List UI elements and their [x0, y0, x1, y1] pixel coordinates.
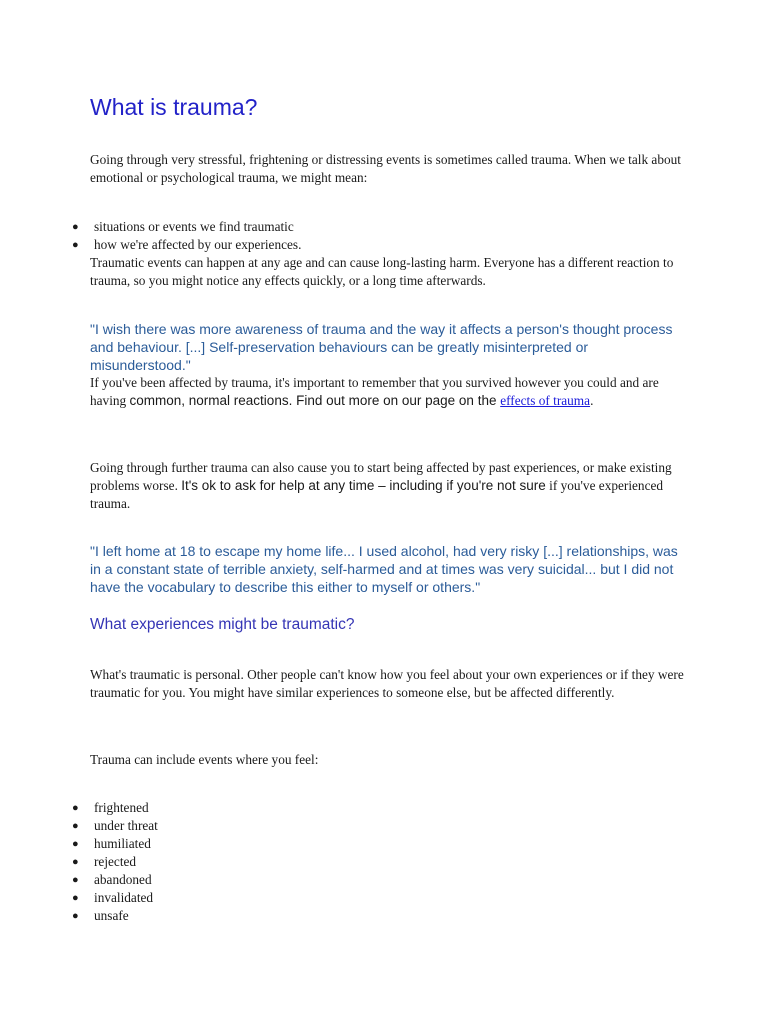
- quote-awareness: "I wish there was more awareness of trauma and the way it affects a person's thought process and behaviour. [...] Self-preservation behaviours can be greatly misinterpreted or misunderstood.": [90, 321, 673, 373]
- list-item-text: situations or events we find traumatic: [94, 219, 294, 234]
- help-sans-text: It's ok to ask for help at any time – including if you're not sure: [181, 478, 546, 493]
- list-item-text: invalidated: [94, 890, 154, 905]
- intro-paragraph: Going through very stressful, frightening or distressing events is sometimes called trauma. When we talk about emotional or psychological trauma, we might mean:: [90, 152, 681, 185]
- bullet-icon: ●: [72, 874, 79, 886]
- survived-text: If you've been affected by trauma, it's important to remember that you survived however you could and are having: [90, 375, 659, 408]
- survived-paragraph: [90, 374, 680, 410]
- bullet-icon: ●: [72, 838, 79, 850]
- section-heading-experiences: What experiences might be traumatic?: [90, 616, 355, 633]
- list-item-text: how we're affected by our experiences.: [94, 237, 302, 252]
- further-text: Going through further trauma can also cause you to start being affected by past experiences, or make existing problems worse.: [90, 460, 672, 493]
- survived-end: .: [590, 393, 594, 408]
- bullet-icon: ●: [72, 820, 79, 832]
- list-item-text: humiliated: [94, 836, 151, 851]
- age-paragraph: Traumatic events can happen at any age and can cause long-lasting harm. Everyone has a different reaction to trauma, so you might notice any effects quickly, or a long time afterwards.: [90, 255, 674, 288]
- survived-sans-text: common, normal reactions. Find out more on our page on the: [129, 393, 501, 408]
- list-item-text: under threat: [94, 818, 158, 833]
- further-end: if you've experienced trauma.: [90, 478, 664, 511]
- bullet-icon: ●: [72, 892, 79, 904]
- quote-left-home: "I left home at 18 to escape my home life... I used alcohol, had very risky [...] relationships, was in a constant state of terrible anxiety, self-harmed and at times was very suicidal... but I did not have the vocabulary to describe this either to myself or others.": [90, 543, 678, 595]
- list-item-text: abandoned: [94, 872, 152, 887]
- list-item-text: frightened: [94, 800, 149, 815]
- list-item-text: unsafe: [94, 908, 129, 923]
- bullet-icon: ●: [72, 910, 79, 922]
- bullet-icon: ●: [72, 239, 79, 251]
- list-item-text: rejected: [94, 854, 137, 869]
- bullet-icon: ●: [72, 221, 79, 233]
- bullet-icon: ●: [72, 802, 79, 814]
- page-title: What is trauma?: [90, 94, 258, 120]
- effects-of-trauma-link[interactable]: effects of trauma: [500, 393, 591, 408]
- personal-paragraph: What's traumatic is personal. Other people can't know how you feel about your own experiences or if they were traumatic for you. You might have similar experiences to someone else, but be affected differently.: [90, 667, 684, 700]
- include-paragraph: Trauma can include events where you feel:: [90, 752, 319, 767]
- further-trauma-paragraph: [90, 459, 685, 513]
- bullet-icon: ●: [72, 856, 79, 868]
